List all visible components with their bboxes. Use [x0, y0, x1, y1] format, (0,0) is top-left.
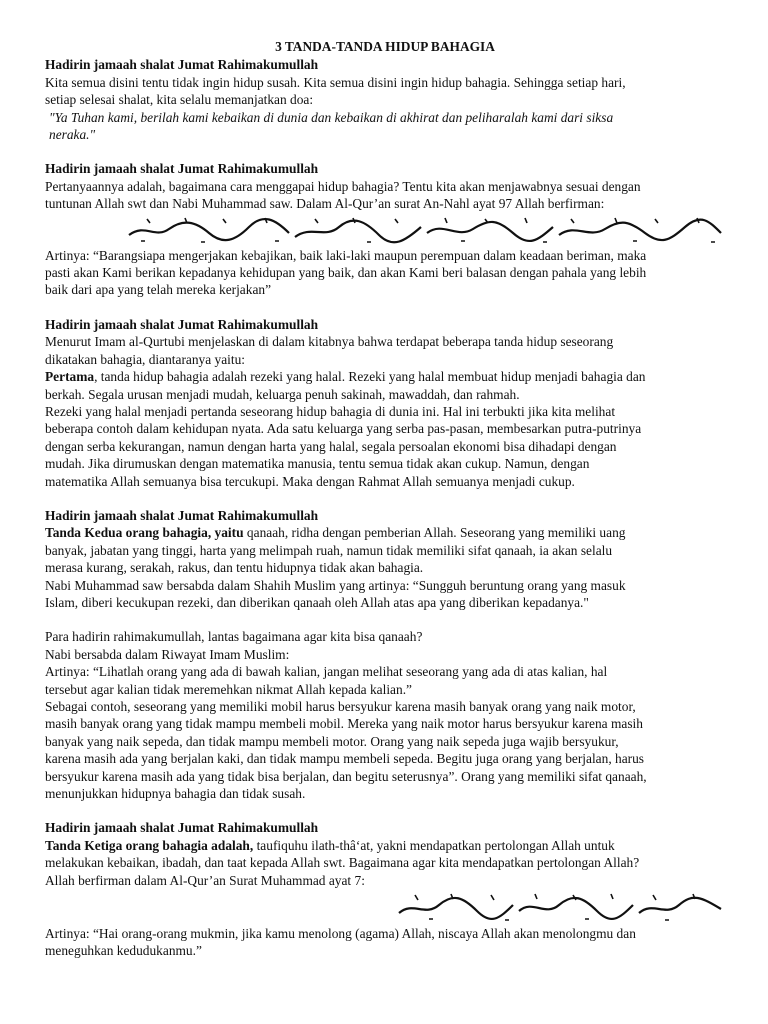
paragraph-line: Kita semua disini tentu tidak ingin hidup susah. Kita semua disini ingin hidup bahagia. Sehingga setiap hari,: [45, 74, 626, 90]
paragraph-line: Artinya: “Lihatlah orang yang ada di bawah kalian, jangan melihat seseorang yang ada di atas kalian, hal: [45, 664, 608, 680]
document-title: 3 TANDA-TANDA HIDUP BAHAGIA: [275, 39, 495, 54]
paragraph-line: pasti akan Kami berikan kepadanya kehidupan yang baik, dan akan Kami beri balasan dengan pahala yang lebih: [45, 265, 647, 281]
paragraph-line: Nabi bersabda dalam Riwayat Imam Muslim:: [45, 646, 290, 662]
paragraph-line: Para hadirin rahimakumullah, lantas bagaimana agar kita bisa qanaah?: [45, 629, 423, 645]
paragraph-line: Nabi Muhammad saw bersabda dalam Shahih Muslim yang artinya: “Sungguh beruntung orang yang masuk: [45, 577, 626, 593]
paragraph-line: merasa kurang, serakah, rakus, dan tentu hidupnya tidak akan bahagia.: [45, 560, 424, 576]
section-heading: Hadirin jamaah shalat Jumat Rahimakumullah: [45, 820, 319, 836]
arabic-verse-muhammad-7: [45, 889, 725, 925]
paragraph-line: Sebagai contoh, seseorang yang memiliki mobil harus bersyukur karena masih banyak orang yang naik motor,: [45, 699, 636, 714]
paragraph-line: bersyukur karena masih ada yang tidak bisa berjalan, dan begitu seterusnya”. Orang yang memiliki sifat qanaah,: [45, 768, 647, 784]
section-heading: Hadirin jamaah shalat Jumat Rahimakumullah: [45, 507, 319, 523]
arabic-calligraphy-image: [395, 891, 725, 923]
section-heading: Hadirin jamaah shalat Jumat Rahimakumullah: [45, 57, 319, 73]
paragraph-line: banyak, jabatan yang tinggi, harta yang melimpah ruah, namun tidak memiliki sifat qanaah, ia akan selalu: [45, 542, 613, 558]
paragraph-line: meneguhkan kedudukanmu.”: [45, 943, 202, 959]
paragraph-line: tuntunan Allah swt dan Nabi Muhammad saw. Dalam Al-Qur’an surat An-Nahl ayat 97 Allah berfirman:: [45, 196, 605, 212]
paragraph-line: melakukan kebaikan, ibadah, dan taat kepada Allah swt. Bagaimana agar kita mendapatkan pertolongan Allah?: [45, 855, 640, 871]
paragraph-line: setiap selesai shalat, kita selalu memanjatkan doa:: [45, 92, 314, 108]
paragraph-line: Allah berfirman dalam Al-Qur’an Surat Muhammad ayat 7:: [45, 872, 365, 888]
paragraph-line: Rezeki yang halal menjadi pertanda seseorang hidup bahagia di dunia ini. Hal ini terbukti jika kita melihat: [45, 403, 616, 419]
paragraph-line: menunjukkan hidupnya bahagia dan tidak susah.: [45, 786, 306, 802]
paragraph-line: Tanda Ketiga orang bahagia adalah, taufiquhu ilath-thâ‘at, yakni mendapatkan pertolongan Allah untuk: [45, 837, 615, 853]
paragraph-line: Tanda Kedua orang bahagia, yaitu qanaah, ridha dengan pemberian Allah. Seseorang yang memiliki uang: [45, 525, 626, 541]
paragraph-line: baik dari apa yang telah mereka kerjakan”: [45, 282, 272, 298]
paragraph-line: Islam, diberi kecukupan rezeki, dan diberikan qanaah oleh Allah atas apa yang diberikan kepadanya.": [45, 594, 589, 610]
arabic-calligraphy-image: [125, 215, 725, 245]
paragraph-line: Pertanyaannya adalah, bagaimana cara menggapai hidup bahagia? Tentu kita akan menjawabnya sesuai dengan: [45, 178, 641, 194]
paragraph-line: matematika Allah semuanya bisa tercukupi. Maka dengan Rahmat Allah semuanya menjadi cukup.: [45, 473, 575, 489]
paragraph-line: beberapa contoh dalam kehidupan nyata. Ada satu keluarga yang serba pas-pasan, membesarkan putra-putrinya: [45, 421, 642, 437]
prayer-quote: "Ya Tuhan kami, berilah kami kebaikan di dunia dan kebaikan di akhirat dan peliharalah kami dari siksa: [49, 109, 614, 125]
paragraph-line: mudah. Jika dirumuskan dengan matematika manusia, tentu semua tidak akan cukup. Namun, dengan: [45, 456, 590, 472]
section-heading: Hadirin jamaah shalat Jumat Rahimakumullah: [45, 161, 319, 177]
paragraph-line: karena masih ada yang berjalan kaki, dan tidak mampu membeli sepeda. Begitu juga orang yang berjalan, harus: [45, 751, 645, 767]
paragraph-line: Artinya: “Hai orang-orang mukmin, jika kamu menolong (agama) Allah, niscaya Allah akan menolongmu dan: [45, 926, 636, 942]
paragraph-line: Menurut Imam al-Qurtubi menjelaskan di dalam kitabnya bahwa terdapat beberapa tanda hidup seseorang: [45, 334, 614, 350]
prayer-quote: neraka.": [49, 127, 96, 143]
paragraph-line: banyak yang naik sepeda, dan tidak mampu membeli motor. Orang yang naik sepeda juga wajib bersyukur,: [45, 733, 619, 749]
paragraph-line: Pertama, tanda hidup bahagia adalah rezeki yang halal. Rezeki yang halal membuat hidup menjadi bahagia dan: [45, 369, 646, 385]
paragraph-line: dengan serba kekurangan, namun dengan harta yang halal, segala persoalan ekonomi bisa dihadapi dengan: [45, 438, 617, 454]
paragraph-line: masih banyak orang yang tidak mampu membeli mobil. Mereka yang naik motor harus bersyukur karena masih: [45, 716, 643, 732]
arabic-verse-an-nahl-97: [45, 213, 725, 247]
paragraph-line: berkah. Segala urusan menjadi mudah, keluarga penuh sakinah, mawaddah, dan rahmah.: [45, 386, 520, 402]
document-body: [45, 38, 725, 960]
section-heading: Hadirin jamaah shalat Jumat Rahimakumullah: [45, 316, 319, 332]
paragraph-line: dikatakan bahagia, diantaranya yaitu:: [45, 351, 246, 367]
paragraph-line: tersebut agar kalian tidak meremehkan nikmat Allah kepada kalian.”: [45, 681, 412, 697]
paragraph-line: Artinya: “Barangsiapa mengerjakan kebajikan, baik laki-laki maupun perempuan dalam keadaan beriman, maka: [45, 247, 647, 263]
